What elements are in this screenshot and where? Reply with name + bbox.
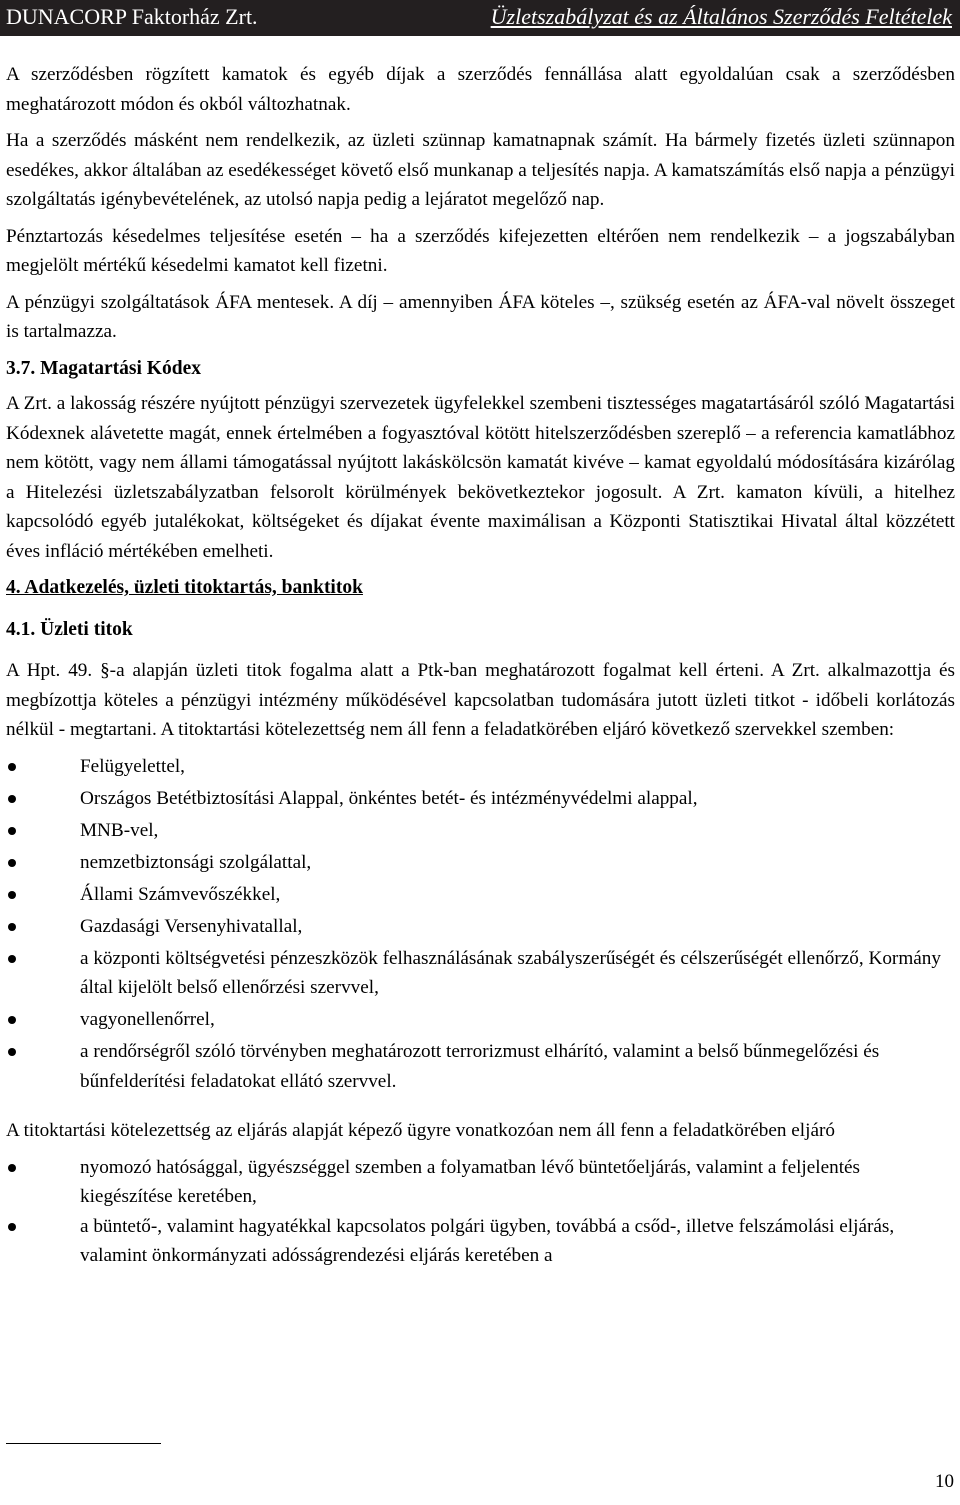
- authorities-list: [6, 752, 955, 1097]
- paragraph-late-payment: Pénztartozás késedelmes teljesítése esetén – ha a szerződés kifejezetten eltérően nem rendelkezik – a jogszabályban megjelölt mértékű késedelmi kamatot kell fizetni.: [6, 225, 955, 276]
- paragraph-business-secret: A Hpt. 49. §-a alapján üzleti titok fogalma alatt a Ptk-ban meghatározott fogalmat kell érteni. A Zrt. alkalmazottja és megbízottja köteles a pénzügyi intézmény működésével kapcsolatban tudomására jutott üzleti titkot - időbeli korlátozás nélkül - megtartani. A titoktartási kötelezettség nem áll fenn a feladatkörében eljáró következő szervekkel szemben:: [6, 660, 955, 740]
- list-item: Országos Betétbiztosítási Alappal, önkéntes betét- és intézményvédelmi alappal,: [6, 784, 955, 814]
- list-item: nyomozó hatósággal, ügyészséggel szemben a folyamatban lévő büntetőeljárás, valamint a feljelentés kiegészítése keretében,: [6, 1153, 955, 1212]
- heading-4: 4. Adatkezelés, üzleti titoktartás, banktitok: [6, 577, 363, 598]
- list-item: Állami Számvevőszékkel,: [6, 880, 955, 910]
- paragraph-interest-change: A szerződésben rögzített kamatok és egyéb díjak a szerződés fennállása alatt egyoldalúan csak a szerződésben meghatározott módon és okból változhatnak.: [6, 64, 955, 115]
- list-item: a rendőrségről szóló törvényben meghatározott terrorizmust elhárító, valamint a belső bűnmegelőzési és bűnfelderítési feladatokat ellátó szervvel.: [6, 1037, 955, 1096]
- heading-4-1: 4.1. Üzleti titok: [6, 618, 133, 640]
- list-item: vagyonellenőrrel,: [6, 1005, 955, 1035]
- list-item: a büntető-, valamint hagyatékkal kapcsolatos polgári ügyben, továbbá a csőd-, illetve felszámolási eljárás, valamint önkormányzati adósságrendezési eljárás keretében a: [6, 1212, 955, 1271]
- footer-divider: [6, 1443, 161, 1444]
- list-item: Gazdasági Versenyhivatallal,: [6, 912, 955, 942]
- paragraph-confidentiality-exception: A titoktartási kötelezettség az eljárás alapját képező ügyre vonatkozóan nem áll fenn a feladatkörében eljáró: [6, 1120, 835, 1141]
- paragraph-code-of-conduct: A Zrt. a lakosság részére nyújtott pénzügyi szervezetek ügyfelekkel szembeni tisztességes magatartásáról szóló Magatartási Kódexnek alávetette magát, ennek értelmében a fogyasztóval kötött hitelszerződésben szereplő – a referencia kamatlábhoz nem kötött, vagy nem állami támogatással nyújtott lakáskölcsön kamatát kivéve – kamat egyoldalú módosítására kizárólag a Hitelezési üzletszabályzatban felsorolt körülmények bekövetkeztekor jogosult. A Zrt. kamaton kívüli, a hitelhez kapcsolódó egyéb jutalékokat, költségeket és díjakat évente maximálisan a Központi Statisztikai Hivatal által közzétett éves infláció mértékében emelheti.: [6, 393, 955, 562]
- paragraph-vat: A pénzügyi szolgáltatások ÁFA mentesek. A díj – amennyiben ÁFA köteles –, szükség esetén az ÁFA-val növelt összeget is tartalmazza.: [6, 291, 955, 342]
- list-item: MNB-vel,: [6, 816, 955, 846]
- list-item: Felügyelettel,: [6, 752, 955, 782]
- list-item: nemzetbiztonsági szolgálattal,: [6, 848, 955, 878]
- document-title: Üzletszabályzat és az Általános Szerződés Feltételek: [490, 4, 952, 29]
- page-header: [0, 0, 960, 36]
- heading-3-7: 3.7. Magatartási Kódex: [6, 357, 201, 379]
- document-body: [6, 60, 955, 1279]
- company-name: DUNACORP Faktorház Zrt.: [6, 4, 258, 29]
- page-number: 10: [935, 1471, 954, 1492]
- procedures-list: [6, 1153, 955, 1271]
- list-item: a központi költségvetési pénzeszközök felhasználásának szabályszerűségét és célszerűségét ellenőrző, Kormány által kijelölt belső ellenőrzési szervvel,: [6, 944, 955, 1003]
- paragraph-holiday-interest: Ha a szerződés másként nem rendelkezik, az üzleti szünnap kamatnapnak számít. Ha bármely fizetés üzleti szünnapon esedékes, akkor általában az esedékességet követő első munkanap a teljesítés napja. A kamatszámítás első napja a pénzügyi szolgáltatás igénybevételének, az utolsó napja pedig a lejáratot megelőző nap.: [6, 130, 955, 210]
